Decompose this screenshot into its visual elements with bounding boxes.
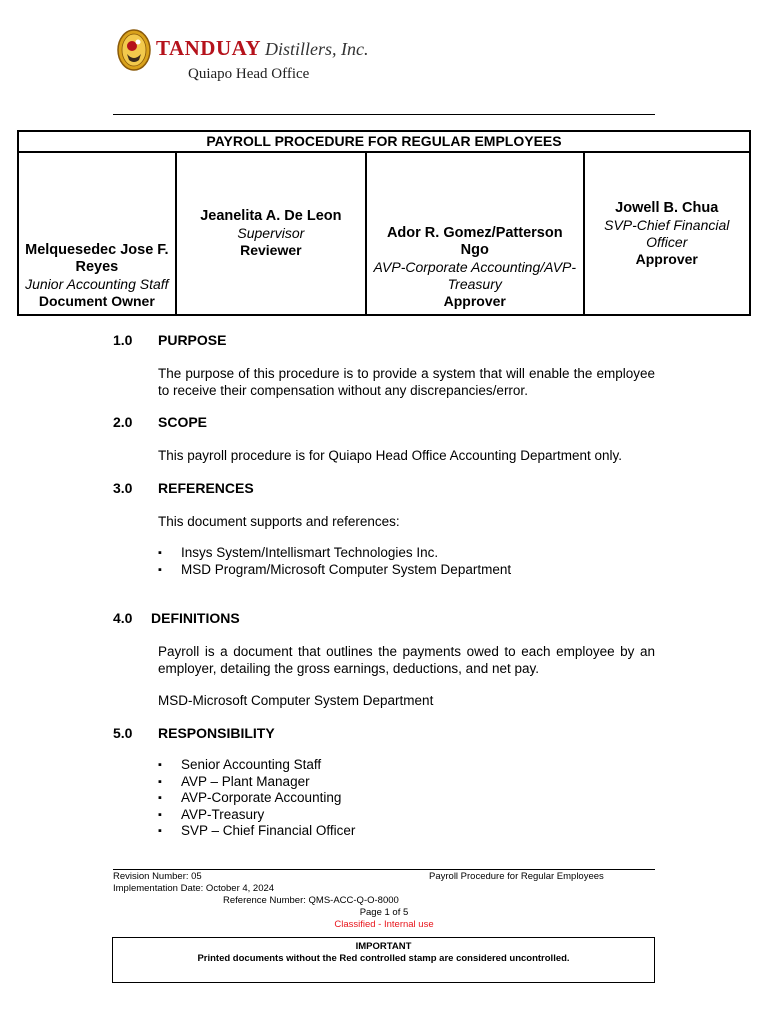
implementation-date: Implementation Date: October 4, 2024: [113, 883, 275, 894]
revision-number: Revision Number: 05: [113, 871, 202, 882]
document-owner-cell: [18, 152, 176, 315]
reviewer-name: Jeanelita A. De Leon: [200, 208, 342, 224]
section-number: 4.0: [113, 610, 133, 626]
section-title: DEFINITIONS: [151, 610, 240, 626]
footer-divider: [113, 869, 655, 870]
reviewer-cell: [176, 152, 366, 315]
owner-role: Junior Accounting Staff: [25, 276, 169, 292]
list-item: ▪ SVP – Chief Financial Officer: [158, 823, 355, 840]
definitions-text: Payroll is a document that outlines the payments owed to each employee by an employer, detailing the gross earnings, deductions, and net pay.: [158, 644, 655, 676]
section-title: SCOPE: [158, 414, 208, 430]
reviewer-role: Supervisor: [237, 225, 305, 241]
company-name: TANDUAY: [156, 36, 262, 60]
list-item: ▪ MSD Program/Microsoft Computer System Department: [158, 562, 511, 579]
owner-name: Melquesedec Jose F. Reyes: [25, 242, 169, 275]
approver2-role: SVP-Chief Financial Officer: [604, 216, 730, 250]
reviewer-function: Reviewer: [240, 242, 302, 258]
approver-cell-2: [584, 152, 751, 315]
section-number: 2.0: [113, 414, 133, 430]
responsibility-list: [158, 757, 355, 840]
reference-number: Reference Number: QMS-ACC-Q-O-8000: [223, 895, 399, 906]
approver-cell-1: [366, 152, 583, 315]
important-notice-box: [112, 937, 655, 983]
important-text: Printed documents without the Red controlled stamp are considered uncontrolled.: [197, 953, 570, 964]
company-name-line: [156, 36, 369, 61]
section-title: RESPONSIBILITY: [158, 725, 275, 741]
references-list: [158, 545, 511, 578]
definitions-msd-text: MSD-Microsoft Computer System Department: [158, 693, 434, 708]
approver1-role: AVP-Corporate Accounting/AVP-Treasury: [373, 259, 577, 292]
important-title: IMPORTANT: [355, 941, 412, 952]
scope-text: This payroll procedure is for Quiapo Head Office Accounting Department only.: [158, 448, 622, 463]
list-item: ▪ AVP – Plant Manager: [158, 774, 355, 791]
approver2-name: Jowell B. Chua: [615, 199, 719, 216]
list-item: ▪ AVP-Treasury: [158, 807, 355, 824]
page-number: Page 1 of 5: [359, 907, 409, 918]
section-title: REFERENCES: [158, 480, 254, 496]
section-number: 5.0: [113, 725, 133, 741]
purpose-text: The purpose of this procedure is to provide a system that will enable the employee to receive their compensation without any discrepancies/error.: [158, 366, 655, 398]
company-suffix: Distillers, Inc.: [265, 39, 369, 59]
list-item: ▪ AVP-Corporate Accounting: [158, 790, 355, 807]
section-number: 1.0: [113, 332, 133, 348]
document-title: PAYROLL PROCEDURE FOR REGULAR EMPLOYEES: [18, 131, 750, 152]
approval-table: [17, 130, 751, 316]
owner-function: Document Owner: [38, 293, 155, 309]
section-number: 3.0: [113, 480, 133, 496]
classification-label: Classified - Internal use: [334, 919, 434, 930]
office-name: Quiapo Head Office: [188, 66, 310, 82]
references-text: This document supports and references:: [158, 514, 400, 529]
section-title: PURPOSE: [158, 332, 227, 348]
approver2-function: Approver: [635, 250, 698, 267]
tanduay-seal-logo-icon: [116, 28, 152, 72]
list-item: ▪ Insys System/Intellismart Technologies Inc.: [158, 545, 511, 562]
approver1-function: Approver: [443, 293, 506, 309]
header-divider: [113, 114, 655, 115]
approver1-name: Ador R. Gomez/Patterson Ngo: [386, 225, 563, 258]
list-item: ▪ Senior Accounting Staff: [158, 757, 355, 774]
footer-doc-title: Payroll Procedure for Regular Employees: [429, 871, 604, 882]
